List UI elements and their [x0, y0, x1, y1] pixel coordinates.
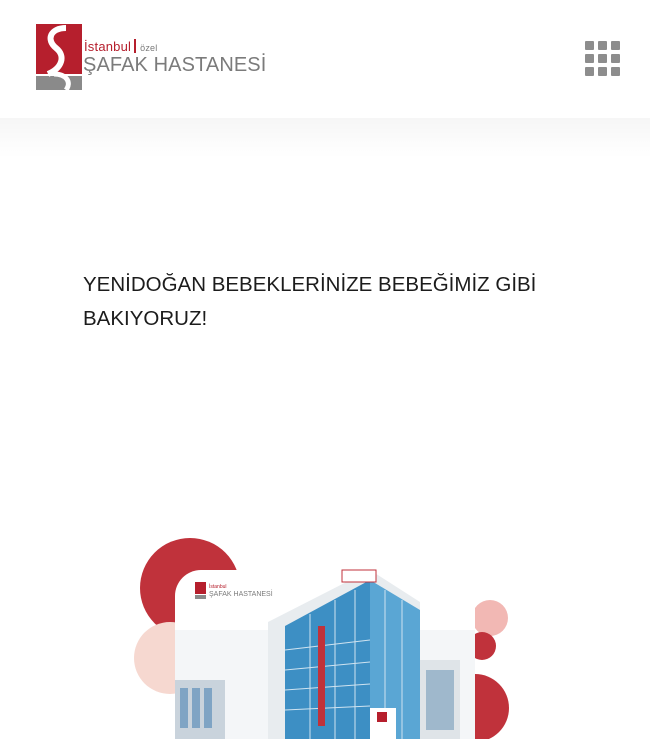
- pink-small-circle-decoration: [472, 600, 508, 636]
- banner-logo-subtitle: İstanbul: [209, 584, 227, 590]
- hospital-logo[interactable]: [36, 24, 267, 92]
- hospital-building-illustration: [120, 530, 520, 739]
- page-headline: YENİDOĞAN BEBEKLERİNİZE BEBEĞİMİZ GİBİ BAKIYORUZ!: [83, 273, 537, 330]
- logo-title: ŞAFAK HASTANESİ: [83, 54, 267, 76]
- logo-subtitle: İstanbul özel: [84, 39, 158, 54]
- safak-logo-icon: [36, 24, 82, 90]
- grid-menu-icon[interactable]: [585, 41, 621, 77]
- hospital-banner-image: [120, 530, 520, 739]
- site-header: [0, 0, 650, 128]
- banner-logo-title: ŞAFAK HASTANESİ: [209, 591, 273, 598]
- header-shadow: [0, 118, 650, 158]
